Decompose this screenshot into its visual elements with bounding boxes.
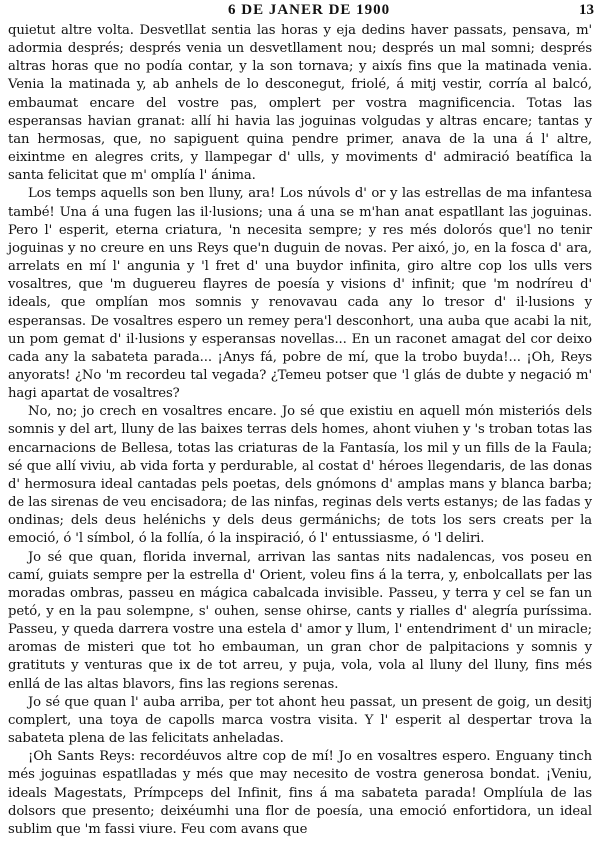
paragraph: No, no; jo crech en vosaltres encare. Jo sé que existiu en aquell món misteriós dels somnis y del art, lluny de las baixes terras dels homes, ahont viuhen y 's troban totas las encarnacions de Bellesa, totas las criaturas de la Fantasía, los mil y un fills de la Faula; sé que allí viviu, ab vida forta y perdurable, al costat d' héroes llegendaris, de las donas d' hermosura ideal cantadas pels poetas, dels gnómons d' amplas mans y blanca barba; de las sirenas de veu encisadora; de las ninfas, reginas dels verts estanys; de las fadas y ondinas; dels deus helénichs y dels deus germánichs; de tots los sers creats per la emoció, ó 'l símbol, ó la follía, ó la inspiració, ó l' entussiasme, ó 'l deliri.	[8, 404, 592, 547]
issue-date: 6 DE JANER DE 1900	[228, 2, 391, 18]
paragraph: Los temps aquells son ben lluny, ara! Los núvols d' or y las estrellas de ma infantesa també! Una á una fugen las il·lusions; una á una se m'han anat espatllant las joguinas. Pero l' esperit, eterna criatura, 'n necesita sempre; y res més dolorós que'l no tenir joguinas y no creure en uns Reys que'n duguin de novas. Per aixó, jo, en la fosca d' ara, arrelats en mí l' angunia y 'l fret d' una buydor infinita, giro altre cop los ulls vers vosaltres, que 'm duguereu flayres de poesía y visions d' infinit; que 'm nodríreu d' ideals, que omplían mos somnis y renovavau cada any lo tresor d' il·lusions y esperansas. De vosaltres espero un remey pera'l desconhort, una auba que acabi la nit, un pom gemat d' il·lusions y esperansas novellas... En un raconet amagat del cor deixo cada any la sabateta parada... ¡Anys fá, pobre de mí, que la trobo buyda!... ¡Oh, Reys anyorats! ¿No 'm recordeu tal vegada? ¿Temeu potser que 'l glás de dubte y negació m' hagi apartat de vosaltres?	[8, 186, 592, 402]
page-header	[0, 2, 600, 22]
paragraph: ¡Oh Sants Reys: recordéuvos altre cop de mí! Jo en vosaltres espero. Enguany tinch més joguinas espatlladas y més que may necesito de vostra generosa bondat. ¡Veniu, ideals Magestats, Prímpceps del Infinit, fins á ma sabateta parada! Omplíula de las dolsors que presento; deixéumhi una flor de poesía, una emoció enfortidora, un ideal sublim que 'm fassi viure. Feu com avans que	[8, 749, 592, 837]
page-number: 13	[579, 2, 594, 18]
paragraph: Jo sé que quan, florida invernal, arrivan las santas nits nadalencas, vos poseu en camí, guiats sempre per la estrella d' Orient, voleu fins á la terra, y, enbolcallats per las moradas ombras, passeu en mágica cabalcada invisible. Passeu, y terra y cel se fan un petó, y en la pau solempne, s' ouhen, sense ohirse, cants y rialles d' alegría puríssima. Passeu, y queda darrera vostre una estela d' amor y llum, l' entendriment d' un miracle; aromas de misteri que tot ho embauman, un gran chor de palpitacions y somnis y gratituts y venturas que ix de tot arreu, y puja, vola, vola al lluny del lluny, fins més enllá de las altas blavors, fins las regions serenas.	[8, 549, 592, 692]
paragraph: Jo sé que quan l' auba arriba, per tot ahont heu passat, un present de goig, un desitj complert, una toya de capolls marca vostra visita. Y l' esperit al despertar trova la sabateta plena de las felicitats anheladas.	[8, 694, 592, 747]
paragraph: quietut altre volta. Desvetllat sentia las horas y eja dedins haver passats, pensava, m' adormia després; després venia un desvetllament nou; després un mal somni; després altras horas que no podía contar, y la son tornava; y aixís fins que la matinada venia. Venia la matinada y, ab anhels de lo desconegut, friolé, á mitj vestir, corría al balcó, embaumat encare del vostre pas, omplert per vostra magnificencia. Totas las esperansas havian granat: allí hi havia las joguinas volgudas y altras encare; tantas y tan hermosas, que, no sapiguent quina pendre primer, anava de la una á l' altre, eixintme en alegres crits, y llampegar d' ulls, y moviments d' admiració beatífica la santa felicitat que m' omplía l' ánima.	[8, 23, 592, 184]
article-body	[8, 22, 592, 839]
